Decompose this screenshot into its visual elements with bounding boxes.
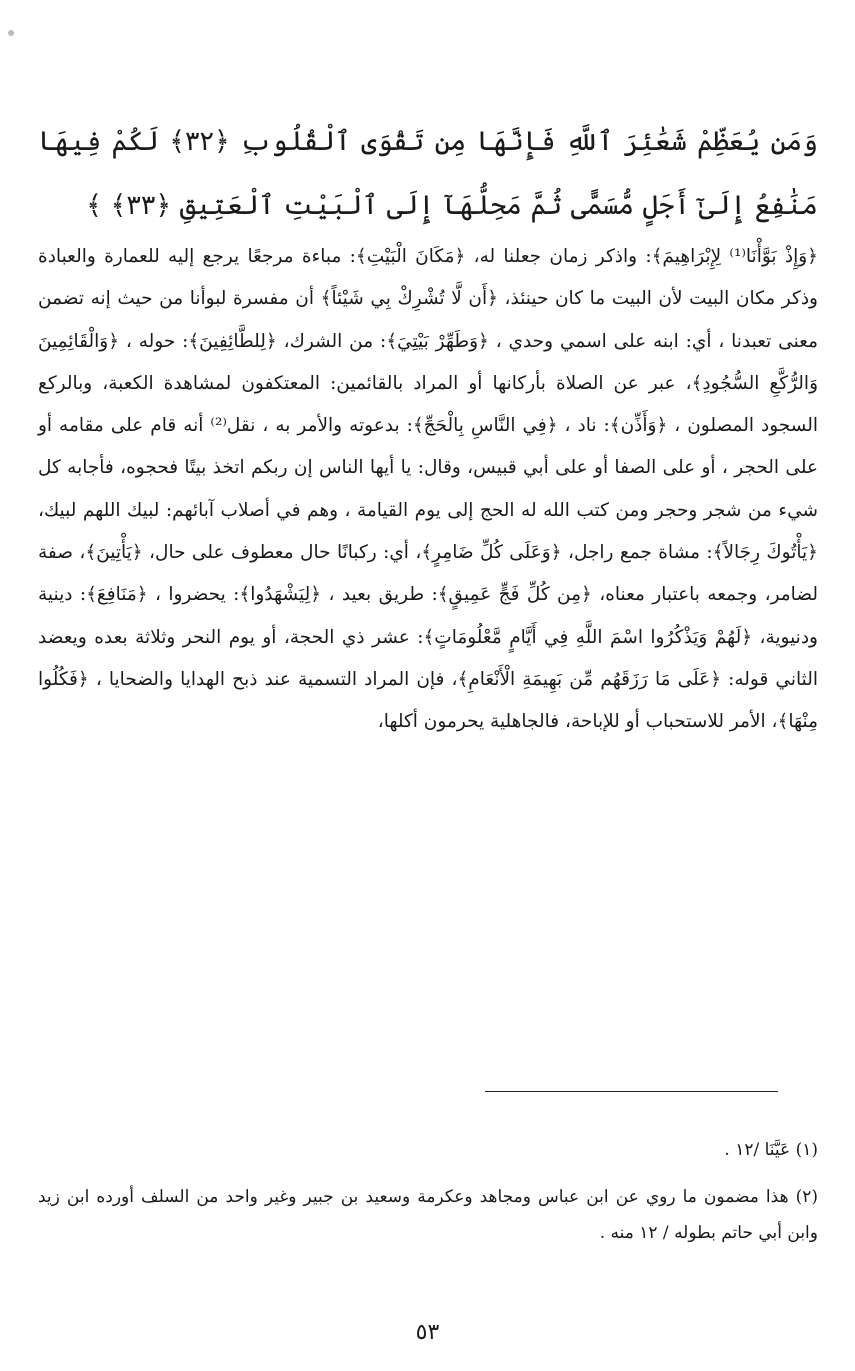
footnote-separator xyxy=(485,1091,778,1092)
quran-verse: وَمَن يُعَظِّمْ شَعَٰئِرَ ٱللَّهِ فَإِنَّهَا مِن تَقْوَى ٱلْقُلُوبِ ﴿٣٢﴾ لَكُمْ فِيهَا مَنَٰفِعُ إِلَىٰٓ أَجَلٍ مُّسَمًّى ثُمَّ مَحِلُّهَآ إِلَى ٱلْبَيْتِ ٱلْعَتِيقِ ﴿٣٣﴾ ﴾ xyxy=(38,126,818,221)
page-number: ٥٣ xyxy=(415,1320,440,1345)
footnote-2: (٢) هذا مضمون ما روي عن ابن عباس ومجاهد وعكرمة وسعيد بن جبير وغير واحد من السلف أورده ابن زيد وابن أبي حاتم بطوله / ١٢ منه . xyxy=(38,1187,818,1243)
margin-dot xyxy=(8,30,14,36)
tafsir-commentary: ﴿وَإِذْ بَوَّأْنَا⁽¹⁾ لِإِبْرَاهِيمَ﴾: واذكر زمان جعلنا له، ﴿مَكَانَ الْبَيْتِ﴾: مباءة مرجعًا يرجع إليه للعمارة والعبادة وذكر مكان البيت لأن البيت ما كان حينئذ، ﴿أَن لَّا تُشْرِكْ بِي شَيْئاً﴾ أن مفسرة لبوأنا من حيث إنه تضمن معنى تعبدنا ، أي: ابنه على اسمي وحدي ، ﴿وَطَهِّرْ بَيْتِيَ﴾: من الشرك، ﴿لِلطَّائِفِينَ﴾: حوله ، ﴿وَالْقَائِمِينَ وَالرُّكَّعِ السُّجُودِ﴾، عبر عن الصلاة بأركانها أو المراد بالقائمين: المعتكفون لمشاهدة الكعبة، وبالركع السجود المصلون ، ﴿وَأَذِّن﴾: ناد ، ﴿فِي النَّاسِ بِالْحَجِّ﴾: بدعوته والأمر به ، نقل⁽²⁾ أنه قام على مقامه أو على الحجر ، أو على الصفا أو على أبي قبيس، وقال: يا أيها الناس إن ربكم اتخذ بيتًا فحجوه، فأجابه كل شيء من شجر وحجر ومن كتب الله له الحج إلى يوم القيامة ، وهم في أصلاب آبائهم: لبيك اللهم لبيك، ﴿يَأْتُوكَ رِجَالاً﴾: مشاة جمع راجل، ﴿وَعَلَى كُلِّ ضَامِرٍ﴾، أي: ركبانًا حال معطوف على حال، ﴿يَأْتِينَ﴾، صفة لضامر، وجمعه باعتبار معناه، ﴿مِن كُلِّ فَجٍّ عَمِيقٍ﴾: طريق بعيد ، ﴿لِيَشْهَدُوا﴾: يحضروا ، ﴿مَنَافِعَ﴾: دينية ودنيوية، ﴿لَهُمْ وَيَذْكُرُوا اسْمَ اللَّهِ فِي أَيَّامٍ مَّعْلُومَاتٍ﴾: عشر ذي الحجة، أو يوم النحر وثلاثة بعده ويعضد الثاني قوله: ﴿عَلَى مَا رَزَقَهُم مِّن بَهِيمَةِ الْأَنْعَامِ﴾، فإن المراد التسمية عند ذبح الهدايا والضحايا ، ﴿فَكُلُوا مِنْهَا﴾، الأمر للاستحباب أو للإباحة، فالجاهلية يحرمون أكلها، xyxy=(38,246,818,733)
footnote-1: (١) عَيَّنَا /١٢ . xyxy=(724,1140,818,1160)
